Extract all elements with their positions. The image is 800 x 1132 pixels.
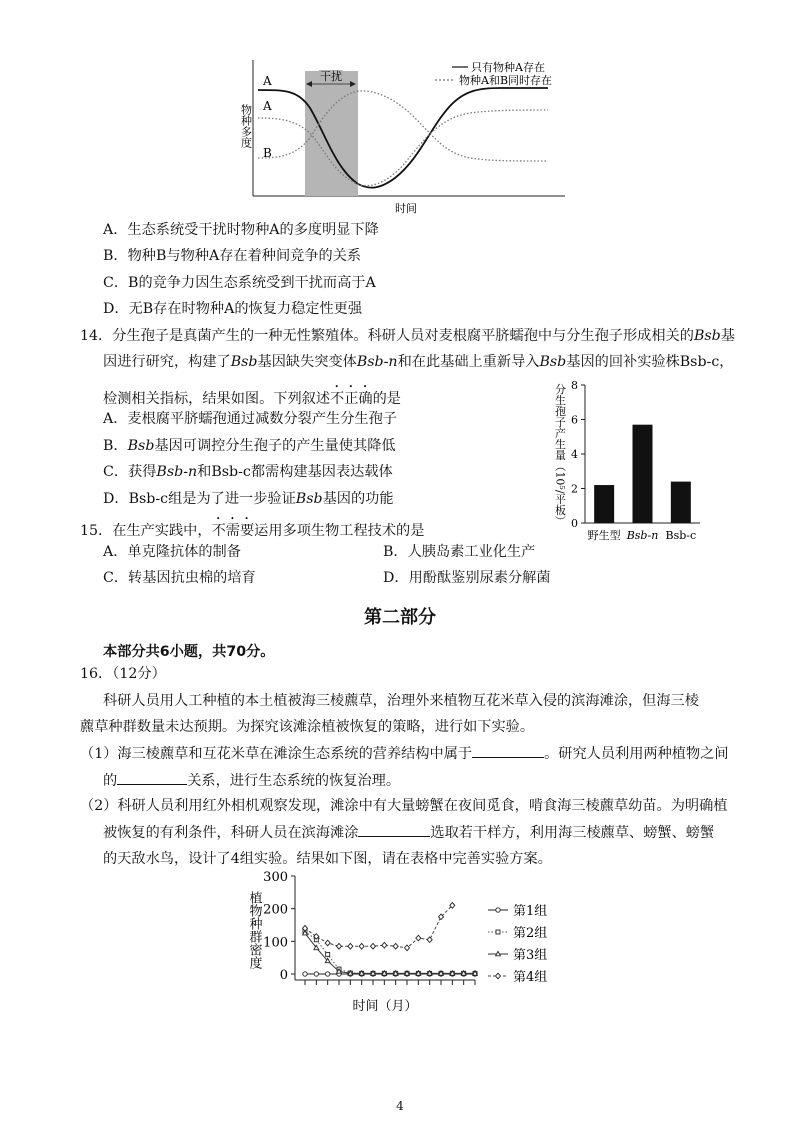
line-point: [371, 943, 376, 949]
q15-option-c: C．转基因抗虫棉的培育: [103, 570, 256, 586]
conidia-bar-chart: [545, 375, 705, 555]
legend-label: 第2组: [513, 926, 548, 941]
bar: [594, 485, 614, 523]
line-point: [496, 908, 500, 912]
line-ytick-label: 100: [263, 935, 288, 951]
bar-category-label: Bsb-c: [665, 529, 697, 542]
q16-sub2-line1: （2）科研人员利用红外相机观察发现，滩涂中有大量螃蟹在夜间觅食，啃食海三棱藨草幼苗。为明确植: [80, 798, 728, 814]
legend-label: 第4组: [513, 970, 548, 985]
curve-label-a-dotted: A: [263, 99, 272, 113]
line-point: [325, 940, 330, 946]
bar: [633, 425, 653, 523]
answer-blank-3[interactable]: [358, 822, 430, 837]
answer-blank-1[interactable]: [472, 743, 544, 758]
q16-para-line1: 科研人员用人工种植的本土植被海三棱藨草，治理外来植物互花米草入侵的滨海滩涂，但海三棱: [103, 693, 699, 709]
answer-blank-2[interactable]: [117, 770, 187, 785]
q16-header: 16．（12分）: [80, 666, 166, 682]
line-point: [325, 972, 329, 976]
bar-y-axis-label: 分生孢子产生量（10⁵/平板）: [553, 383, 567, 527]
page-number: 4: [396, 1099, 404, 1113]
line-ytick-label: 0: [279, 968, 288, 983]
line-point: [427, 937, 432, 943]
q13-option-d: D．无B存在时物种A的恢复力稳定性更强: [103, 301, 363, 317]
series-a-with-b-line: [258, 110, 548, 186]
curve-label-a-solid: A: [263, 74, 272, 88]
x-axis-label: 时间: [395, 202, 417, 215]
q13-option-b: B．物种B与物种A存在着种间竞争的关系: [103, 248, 362, 264]
line-point: [337, 943, 342, 949]
q15-option-b: B．人胰岛素工业化生产: [383, 544, 536, 560]
q14-option-d: D．Bsb-c组是为了进一步验证Bsb基因的功能: [103, 491, 394, 507]
line-point: [496, 973, 501, 979]
disturbance-label: 干扰: [320, 70, 342, 83]
line-ytick-label: 300: [263, 870, 288, 885]
q14-option-c: C．获得Bsb-n和Bsb-c都需构建基因表达载体: [103, 464, 393, 480]
line-point: [348, 943, 353, 949]
line-point: [326, 952, 330, 956]
bar-ytick-label: 8: [571, 379, 578, 392]
q16-sub1-line1: （1）海三棱藨草和互花米草在滩涂生态系统的营养结构中属于 。研究人员利用两种植物之间: [80, 743, 729, 764]
section-note: 本部分共6小题，共70分。: [103, 644, 275, 660]
section-title: 第二部分: [364, 607, 436, 628]
q15-option-d: D．用酚酞鉴别尿素分解菌: [383, 570, 551, 586]
bar-ytick-label: 0: [571, 517, 578, 530]
q15-stem: 15．在生产实践中，不需要运用多项生物工程技术的是: [80, 523, 425, 539]
bar-category-label: 野生型: [587, 529, 621, 542]
q13-option-a: A．生态系统受干扰时物种A的多度明显下降: [103, 222, 379, 238]
line-point: [382, 942, 387, 948]
series-a-only-line: [258, 88, 548, 188]
line-point: [405, 945, 410, 951]
q13-option-c: C．B的竞争力因生态系统受到干扰而高于A: [103, 275, 376, 291]
line-point: [359, 943, 364, 949]
line-point: [393, 943, 398, 949]
bar-ytick-label: 6: [571, 413, 578, 427]
q16-sub2-line3: 的天敌水鸟，设计了4组实验。结果如下图，请在表格中完善实验方案。: [103, 851, 552, 867]
line-ytick-label: 200: [263, 902, 288, 918]
q16-para-line2: 藨草种群数量未达预期。为探究该滩涂植被恢复的策略，进行如下实验。: [80, 719, 535, 735]
bar-ytick-label: 2: [571, 482, 578, 496]
q16-sub1-line2: 的 关系，进行生态系统的恢复治理。: [103, 770, 400, 791]
q14-line3: 检测相关指标，结果如图。下列叙述不正确的是: [103, 391, 401, 407]
curve-label-b: B: [263, 146, 272, 160]
legend-label: 第1组: [513, 904, 548, 919]
q14-option-a: A．麦根腐平脐蠕孢通过减数分裂产生分生孢子: [103, 411, 397, 427]
legend-dotted-label: 物种A和B同时存在: [459, 74, 553, 87]
line-y-axis-label: 植物种群密度: [246, 891, 262, 969]
series-line-3: [305, 933, 475, 973]
abundance-chart: [230, 58, 570, 218]
line-point: [314, 972, 318, 976]
bar-category-label: Bsb-n: [626, 529, 659, 542]
line-point: [303, 972, 307, 976]
bar-ytick-label: 4: [571, 448, 578, 461]
bar: [671, 482, 691, 523]
line-point: [496, 951, 501, 955]
q14-line2: 因进行研究，构建了Bsb基因缺失突变体Bsb-n和在此基础上重新导入Bsb基因的回补实验株Bsb-c，: [103, 354, 734, 370]
q14-line1: 14．分生孢子是真菌产生的一种无性繁殖体。科研人员对麦根腐平脐蠕孢中与分生孢子形成相关的Bsb基: [80, 328, 735, 344]
legend-solid-label: 只有物种A存在: [471, 61, 545, 74]
line-point: [416, 935, 421, 941]
density-line-chart: [240, 868, 570, 1028]
line-point: [496, 930, 500, 934]
series-line-2: [305, 932, 475, 974]
series-b-line: [258, 91, 548, 161]
q15-option-a: A．单克隆抗体的制备: [103, 544, 241, 560]
y-axis-label: 物种多度: [239, 104, 253, 148]
q16-sub2-line2: 被恢复的有利条件，科研人员在滨海滩涂 选取若干样方，利用海三棱藨草、螃蟹、螃蟹: [103, 822, 714, 843]
legend-label: 第3组: [513, 948, 548, 963]
line-x-axis-label: 时间（月）: [352, 999, 418, 1014]
q14-option-b: B．Bsb基因可调控分生孢子的产生量使其降低: [103, 438, 396, 454]
